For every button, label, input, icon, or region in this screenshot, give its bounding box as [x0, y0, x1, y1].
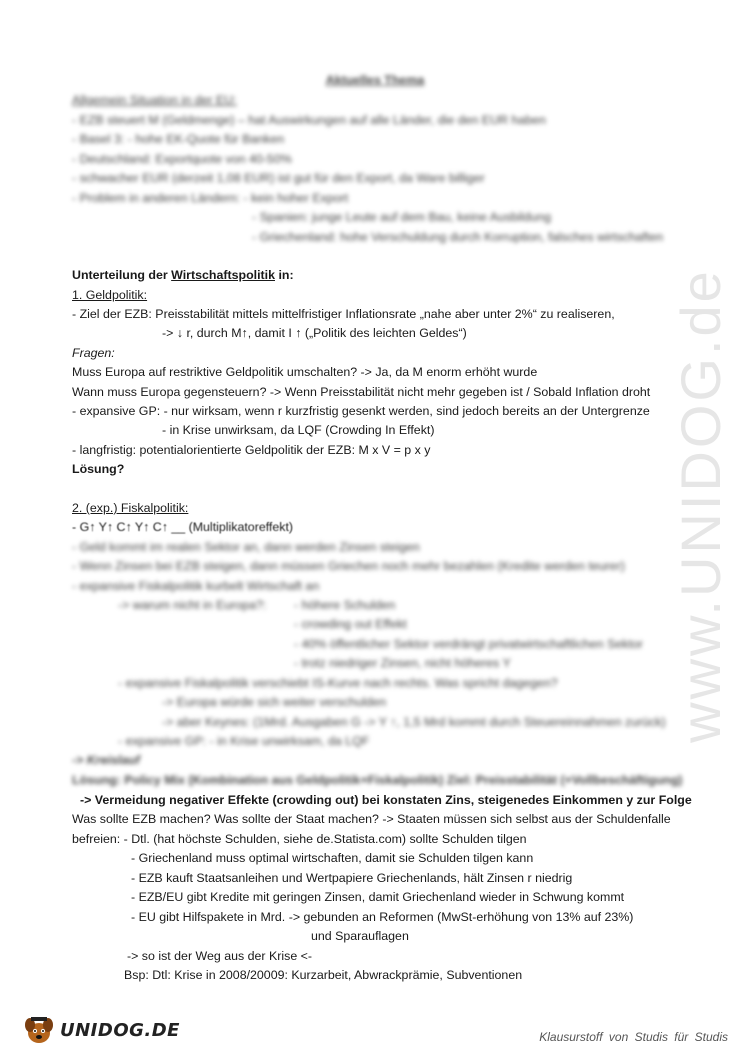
- blurred-line: -> Europa würde sich weiter verschulden: [162, 695, 387, 709]
- text-line: - EU gibt Hilfspakete in Mrd. -> gebunden an Reformen (MwSt-erhöhung von 13% auf 23%): [131, 910, 634, 924]
- text-line: -> ↓ r, durch M↑, damit I ↑ („Politik des leichten Geldes“): [162, 326, 467, 340]
- blurred-line: -> Kreislauf: [72, 753, 140, 767]
- blurred-line: - EZB steuert M (Geldmenge) – hat Auswirkungen auf alle Länder, die den EUR haben: [72, 113, 546, 127]
- blurred-line: - Deutschland: Exportquote von 40-50%: [72, 152, 292, 166]
- fragen-label: Fragen:: [72, 346, 115, 360]
- blurred-line: - 40% öffentlicher Sektor verdrängt privatwirtschaftlichen Sektor: [294, 637, 643, 651]
- blurred-line: - crowding out Effekt: [294, 617, 407, 631]
- blurred-line: - Problem in anderen Ländern: - kein hoher Export: [72, 191, 349, 205]
- text-line: - EZB kauft Staatsanleihen und Wertpapiere Griechenlands, hält Zinsen r niedrig: [131, 871, 573, 885]
- blurred-line: - expansive Fiskalpolitik verschiebt IS-Kurve nach rechts. Was spricht dagegen?: [118, 676, 558, 690]
- text-line: Muss Europa auf restriktive Geldpolitik umschalten? -> Ja, da M enorm erhöht wurde: [72, 365, 538, 379]
- blurred-line: - höhere Schulden: [294, 598, 396, 612]
- watermark: www.UNIDOG.de: [668, 267, 732, 743]
- text-line: befreien: - Dtl. (hat höchste Schulden, siehe de.Statista.com) sollte Schulden tilgen: [72, 832, 527, 846]
- blurred-line: - Spanien: junge Leute auf dem Bau, keine Ausbildung: [252, 210, 551, 224]
- logo-text: UNIDOG.DE: [60, 1019, 180, 1041]
- blurred-line: - Geld kommt im realen Sektor an, dann werden Zinsen steigen: [72, 540, 420, 554]
- subheading-fiskalpolitik: 2. (exp.) Fiskalpolitik:: [72, 501, 189, 515]
- dog-mascot-icon: [22, 1013, 56, 1047]
- blurred-line: -> aber Keynes: (1Mrd. Ausgaben G -> Y ↑, 1,5 Mrd kommt durch Steuereinnahmen zurück): [162, 715, 666, 729]
- blurred-line: Lösung: Policy Mix (Kombination aus Geldpolitik+Fiskalpolitik) Ziel: Preisstabilität (+Vollbeschäftigung): [72, 773, 683, 787]
- footer-slogan: Klausurstoff von Studis für Studis: [539, 1030, 728, 1044]
- blurred-title: Aktuelles Thema: [325, 73, 425, 87]
- blurred-line: - expansive GP: - in Krise unwirksam, da LQF: [118, 734, 370, 748]
- blurred-line: - Wenn Zinsen bei EZB steigen, dann müssen Griechen noch mehr bezahlen (Kredite werden teurer): [72, 559, 625, 573]
- text-line: - langfristig: potentialorientierte Geldpolitik der EZB: M x V = p x y: [72, 443, 431, 457]
- blurred-line: - schwacher EUR (derzeit 1,08 EUR) ist gut für den Export, da Ware billiger: [72, 171, 485, 185]
- blurred-line: -> warum nicht in Europa?:: [118, 598, 267, 612]
- text-line: Bsp: Dtl: Krise in 2008/20009: Kurzarbeit, Abwrackprämie, Subventionen: [124, 968, 523, 982]
- text-line: und Sparauflagen: [311, 929, 409, 943]
- text-line: Wann muss Europa gegensteuern? -> Wenn Preisstabilität nicht mehr gegeben ist / Sobald Inflation droht: [72, 385, 651, 399]
- text-line: - EZB/EU gibt Kredite mit geringen Zinsen, damit Griechenland wieder in Schwung kommt: [131, 890, 625, 904]
- blurred-line: - expansive Fiskalpolitik kurbelt Wirtschaft an: [72, 579, 320, 593]
- subheading-geldpolitik: 1. Geldpolitik:: [72, 288, 148, 302]
- text-line: Was sollte EZB machen? Was sollte der Staat machen? -> Staaten müssen sich selbst aus der Schuldenfalle: [72, 812, 671, 826]
- blurred-subtitle: Allgemein Situation in der EU:: [72, 93, 237, 107]
- loesung-label: Lösung?: [72, 462, 125, 476]
- unidog-logo: [22, 1010, 180, 1050]
- text-line: - in Krise unwirksam, da LQF (Crowding In Effekt): [162, 423, 435, 437]
- text-line: - expansive GP: - nur wirksam, wenn r kurzfristig gesenkt werden, sind jedoch bereits an der Untergrenze: [72, 404, 650, 418]
- blurred-line: - Griechenland: hohe Verschuldung durch Korruption, falsches wirtschaften: [252, 230, 664, 244]
- section-heading: Unterteilung der Wirtschaftspolitik in:: [72, 268, 294, 282]
- blurred-line: - Basel 3: - hohe EK-Quote für Banken: [72, 132, 285, 146]
- text-line: - Griechenland muss optimal wirtschaften, damit sie Schulden tilgen kann: [131, 851, 534, 865]
- blurred-line: - trotz niedriger Zinsen, nicht höheres Y: [294, 656, 511, 670]
- text-line: - Ziel der EZB: Preisstabilität mittels mittelfristiger Inflationsrate „nahe aber unter 2%“ zu realiseren,: [72, 307, 615, 321]
- text-line-bold: -> Vermeidung negativer Effekte (crowding out) bei konstaten Zins, steigenedes Einkommen y zur Folge: [80, 793, 692, 807]
- text-line: - G↑ Y↑ C↑ Y↑ C↑ __ (Multiplikatoreffekt): [72, 520, 294, 534]
- text-line: -> so ist der Weg aus der Krise <-: [127, 949, 313, 963]
